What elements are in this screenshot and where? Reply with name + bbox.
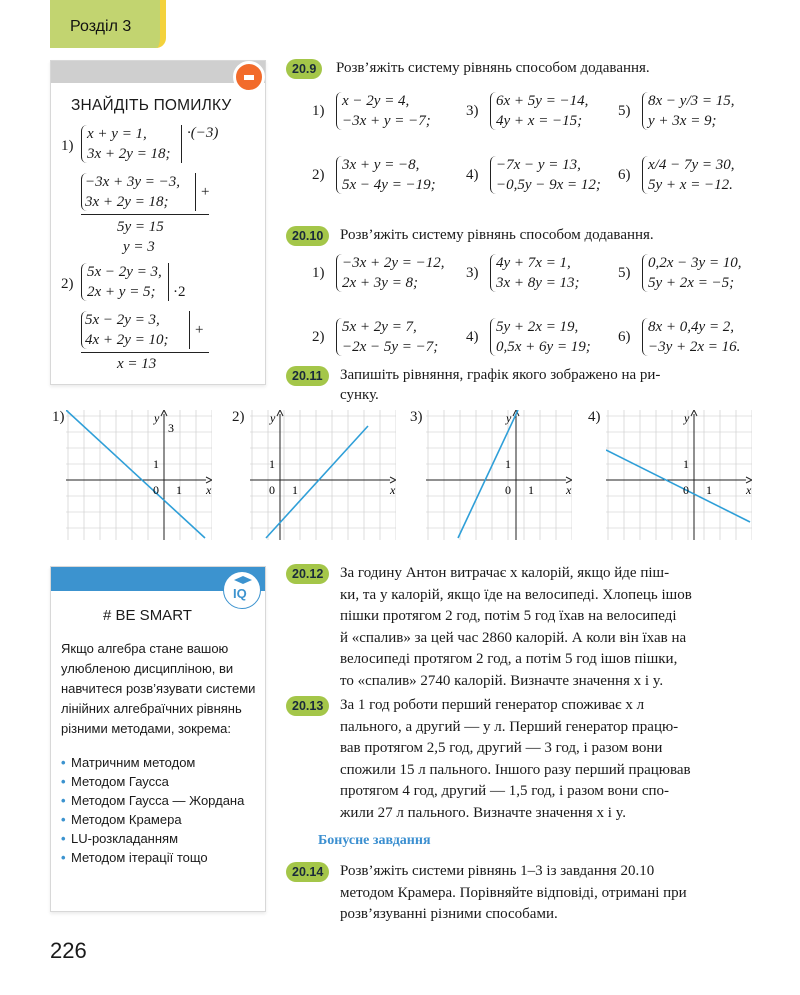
system-equation: x/4 − 7y = 30, [648,157,735,173]
origin-label: 0 [683,483,689,497]
system-number: 3) [466,103,479,119]
system-number: 3) [466,265,479,281]
x-axis-label: x [746,483,752,497]
p1-result-2: y = 3 [123,239,155,255]
section-tab [50,0,166,48]
smart-method-list [61,753,261,867]
task-badge-20-12: 20.12 [286,564,329,584]
coordinate-graph [426,410,572,540]
p2-multiplier: ·2 [173,284,186,300]
origin-label: 0 [269,483,275,497]
x-axis-label: x [206,483,212,497]
graph-line [606,450,750,522]
system-equation: −3x + y = −7; [342,113,431,129]
graph-number: 4) [588,409,601,425]
p2-eq-3: 5x − 2y = 3, [85,312,160,328]
system-equation: −0,5y − 9x = 12; [496,177,601,193]
x-axis-label: x [390,483,396,497]
task-line: то «спалив» 2740 калорій. Визначте значення x і y. [340,672,664,689]
system-number: 5) [618,265,631,281]
system-equation: x − 2y = 4, [342,93,410,109]
y-value-label: 3 [168,421,174,435]
coordinate-graph [606,410,752,540]
p1-eq-2: 3x + 2y = 18; [87,146,171,162]
p2-eq-1: 5x − 2y = 3, [87,264,162,280]
x-tick-label: 1 [528,483,534,497]
p2-eq-4: 4x + 2y = 10; [85,332,169,348]
system-equation: 0,5x + 6y = 19; [496,339,591,355]
task-badge-20-14: 20.14 [286,862,329,882]
task-line: розв’язуванні різними способами. [340,906,558,922]
task-line: жили 27 л пального. Визначте значення x і y. [340,804,626,821]
smart-list-item: • Матричним методом [61,753,261,772]
system-equation: 5y + x = −12. [648,177,733,193]
task-line: спожили 15 л пального. Іншого разу перший працював [340,761,691,778]
divider-bar [189,311,190,349]
y-axis-label: y [684,411,690,425]
origin-label: 0 [505,483,511,497]
task-20-9-text: Розв’яжіть систему рівнянь способом додавання. [336,60,650,76]
task-line: Розв’яжіть системи рівнянь 1–3 із завдання 20.10 [340,863,655,879]
smart-list-item: • Методом ітерації тощо [61,848,261,867]
system-number: 1) [312,103,325,119]
sum-line [81,214,209,215]
y-tick-label: 1 [683,457,689,471]
system-number: 6) [618,167,631,183]
system-equation: 8x + 0,4y = 2, [648,319,735,335]
error-box-title: ЗНАЙДІТЬ ПОМИЛКУ [71,97,232,114]
task-line: За годину Антон витрачає x калорій, якщо йде піш- [340,565,670,581]
task-20-11-line1: Запишіть рівняння, графік якого зображено на ри- [340,367,661,383]
system-number: 1) [312,265,325,281]
system-equation: 2x + 3y = 8; [342,275,419,291]
divider-bar [168,263,169,301]
graph-line [458,410,518,538]
system-equation: −3y + 2x = 16. [648,339,741,355]
find-error-box [50,60,266,385]
task-20-10-text: Розв’яжіть систему рівнянь способом додавання. [340,227,654,243]
graph-number: 3) [410,409,423,425]
system-number: 5) [618,103,631,119]
system-equation: 5x + 2y = 7, [342,319,417,335]
p1-eq-1: x + y = 1, [87,126,147,142]
x-tick-label: 1 [176,483,182,497]
smart-list-item: • LU-розкладанням [61,829,261,848]
y-axis-label: y [154,411,160,425]
problem-2-number: 2) [61,276,74,292]
system-number: 6) [618,329,631,345]
graph-number: 1) [52,409,65,425]
p2-eq-2: 2x + y = 5; [87,284,156,300]
task-badge-20-10: 20.10 [286,226,329,246]
system-equation: 0,2x − 3y = 10, [648,255,742,271]
graduation-cap-icon [234,576,252,584]
x-tick-label: 1 [706,483,712,497]
task-line: пішки протягом 2 год, потім 5 год їхав на велосипеді [340,608,677,624]
section-label: Розділ 3 [70,18,132,35]
page-number: 226 [50,938,87,963]
system-equation: 3x + 8y = 13; [496,275,580,291]
y-tick-label: 1 [269,457,275,471]
task-line: велосипеді протягом 2 год, а потім 5 год ішов пішки, [340,651,678,667]
p1-eq-3: −3x + 3y = −3, [85,174,181,190]
graph-number: 2) [232,409,245,425]
y-axis-label: y [506,411,512,425]
origin-label: 0 [153,483,159,497]
system-equation: −2x − 5y = −7; [342,339,439,355]
y-tick-label: 1 [505,457,511,471]
p1-multiplier: ·(−3) [187,125,219,141]
graph-line [266,426,368,538]
y-axis-label: y [270,411,276,425]
task-badge-20-11: 20.11 [286,366,329,386]
system-number: 4) [466,167,479,183]
system-equation: 4y + 7x = 1, [496,255,571,271]
be-smart-box [50,566,266,912]
system-number: 2) [312,167,325,183]
x-tick-label: 1 [292,483,298,497]
p1-eq-4: 3x + 2y = 18; [85,194,169,210]
divider-bar [181,125,182,163]
y-tick-label: 1 [153,457,159,471]
system-equation: 5x − 4y = −19; [342,177,436,193]
system-number: 2) [312,329,325,345]
task-line: ки, та y калорій, якщо їде на велосипеді. Хлопець ішов [340,586,692,603]
smart-title: # BE SMART [103,607,192,624]
system-equation: 5y + 2x = −5; [648,275,735,291]
system-equation: 6x + 5y = −14, [496,93,589,109]
task-line: методом Крамера. Порівняйте відповіді, отримані при [340,884,687,901]
task-badge-20-9: 20.9 [286,59,322,79]
p1-result-1: 5y = 15 [117,219,164,235]
p2-result: x = 13 [117,356,157,372]
task-line: вав протягом 2,5 год, другий — 3 год, і разом вони [340,740,663,756]
task-line: пального, а другий — y л. Перший генератор працю- [340,718,679,735]
system-equation: 8x − y/3 = 15, [648,93,735,109]
task-line: протягом 4 год, другий — 1,5 год, і разом вони спо- [340,783,670,799]
system-equation: 5y + 2x = 19, [496,319,579,335]
smart-text: Якщо алгебра стане вашою улюбленою дисципліною, ви навчитеся розв’язувати системи лінійних алгебраїчних рівнянь різними методами, зокрема: [61,641,256,736]
task-badge-20-13: 20.13 [286,696,329,716]
p1-plus: + [201,184,210,200]
iq-badge [223,571,261,609]
system-equation: −7x − y = 13, [496,157,581,173]
minus-icon [233,61,265,93]
task-line: й «спалив» за цей час 2860 калорій. А коли він їхав на [340,629,687,646]
graph-line [66,410,205,538]
problem-1-number: 1) [61,138,74,154]
smart-list-item: • Методом Гаусса — Жордана [61,791,261,810]
p2-plus: + [195,322,204,338]
task-20-11-line2: сунку. [340,387,379,403]
bonus-heading: Бонусне завдання [318,833,431,848]
sum-line [81,352,209,353]
system-equation: 3x + y = −8, [342,157,420,173]
system-equation: y + 3x = 9; [648,113,717,129]
iq-label: IQ [233,586,247,601]
x-axis-label: x [566,483,572,497]
task-line: За 1 год роботи перший генератор споживає x л [340,697,645,713]
system-equation: −3x + 2y = −12, [342,255,445,271]
system-number: 4) [466,329,479,345]
smart-list-item: • Методом Крамера [61,810,261,829]
coordinate-graph [250,410,396,540]
coordinate-graph [66,410,212,540]
system-equation: 4y + x = −15; [496,113,583,129]
smart-list-item: • Методом Гаусса [61,772,261,791]
divider-bar [195,173,196,211]
